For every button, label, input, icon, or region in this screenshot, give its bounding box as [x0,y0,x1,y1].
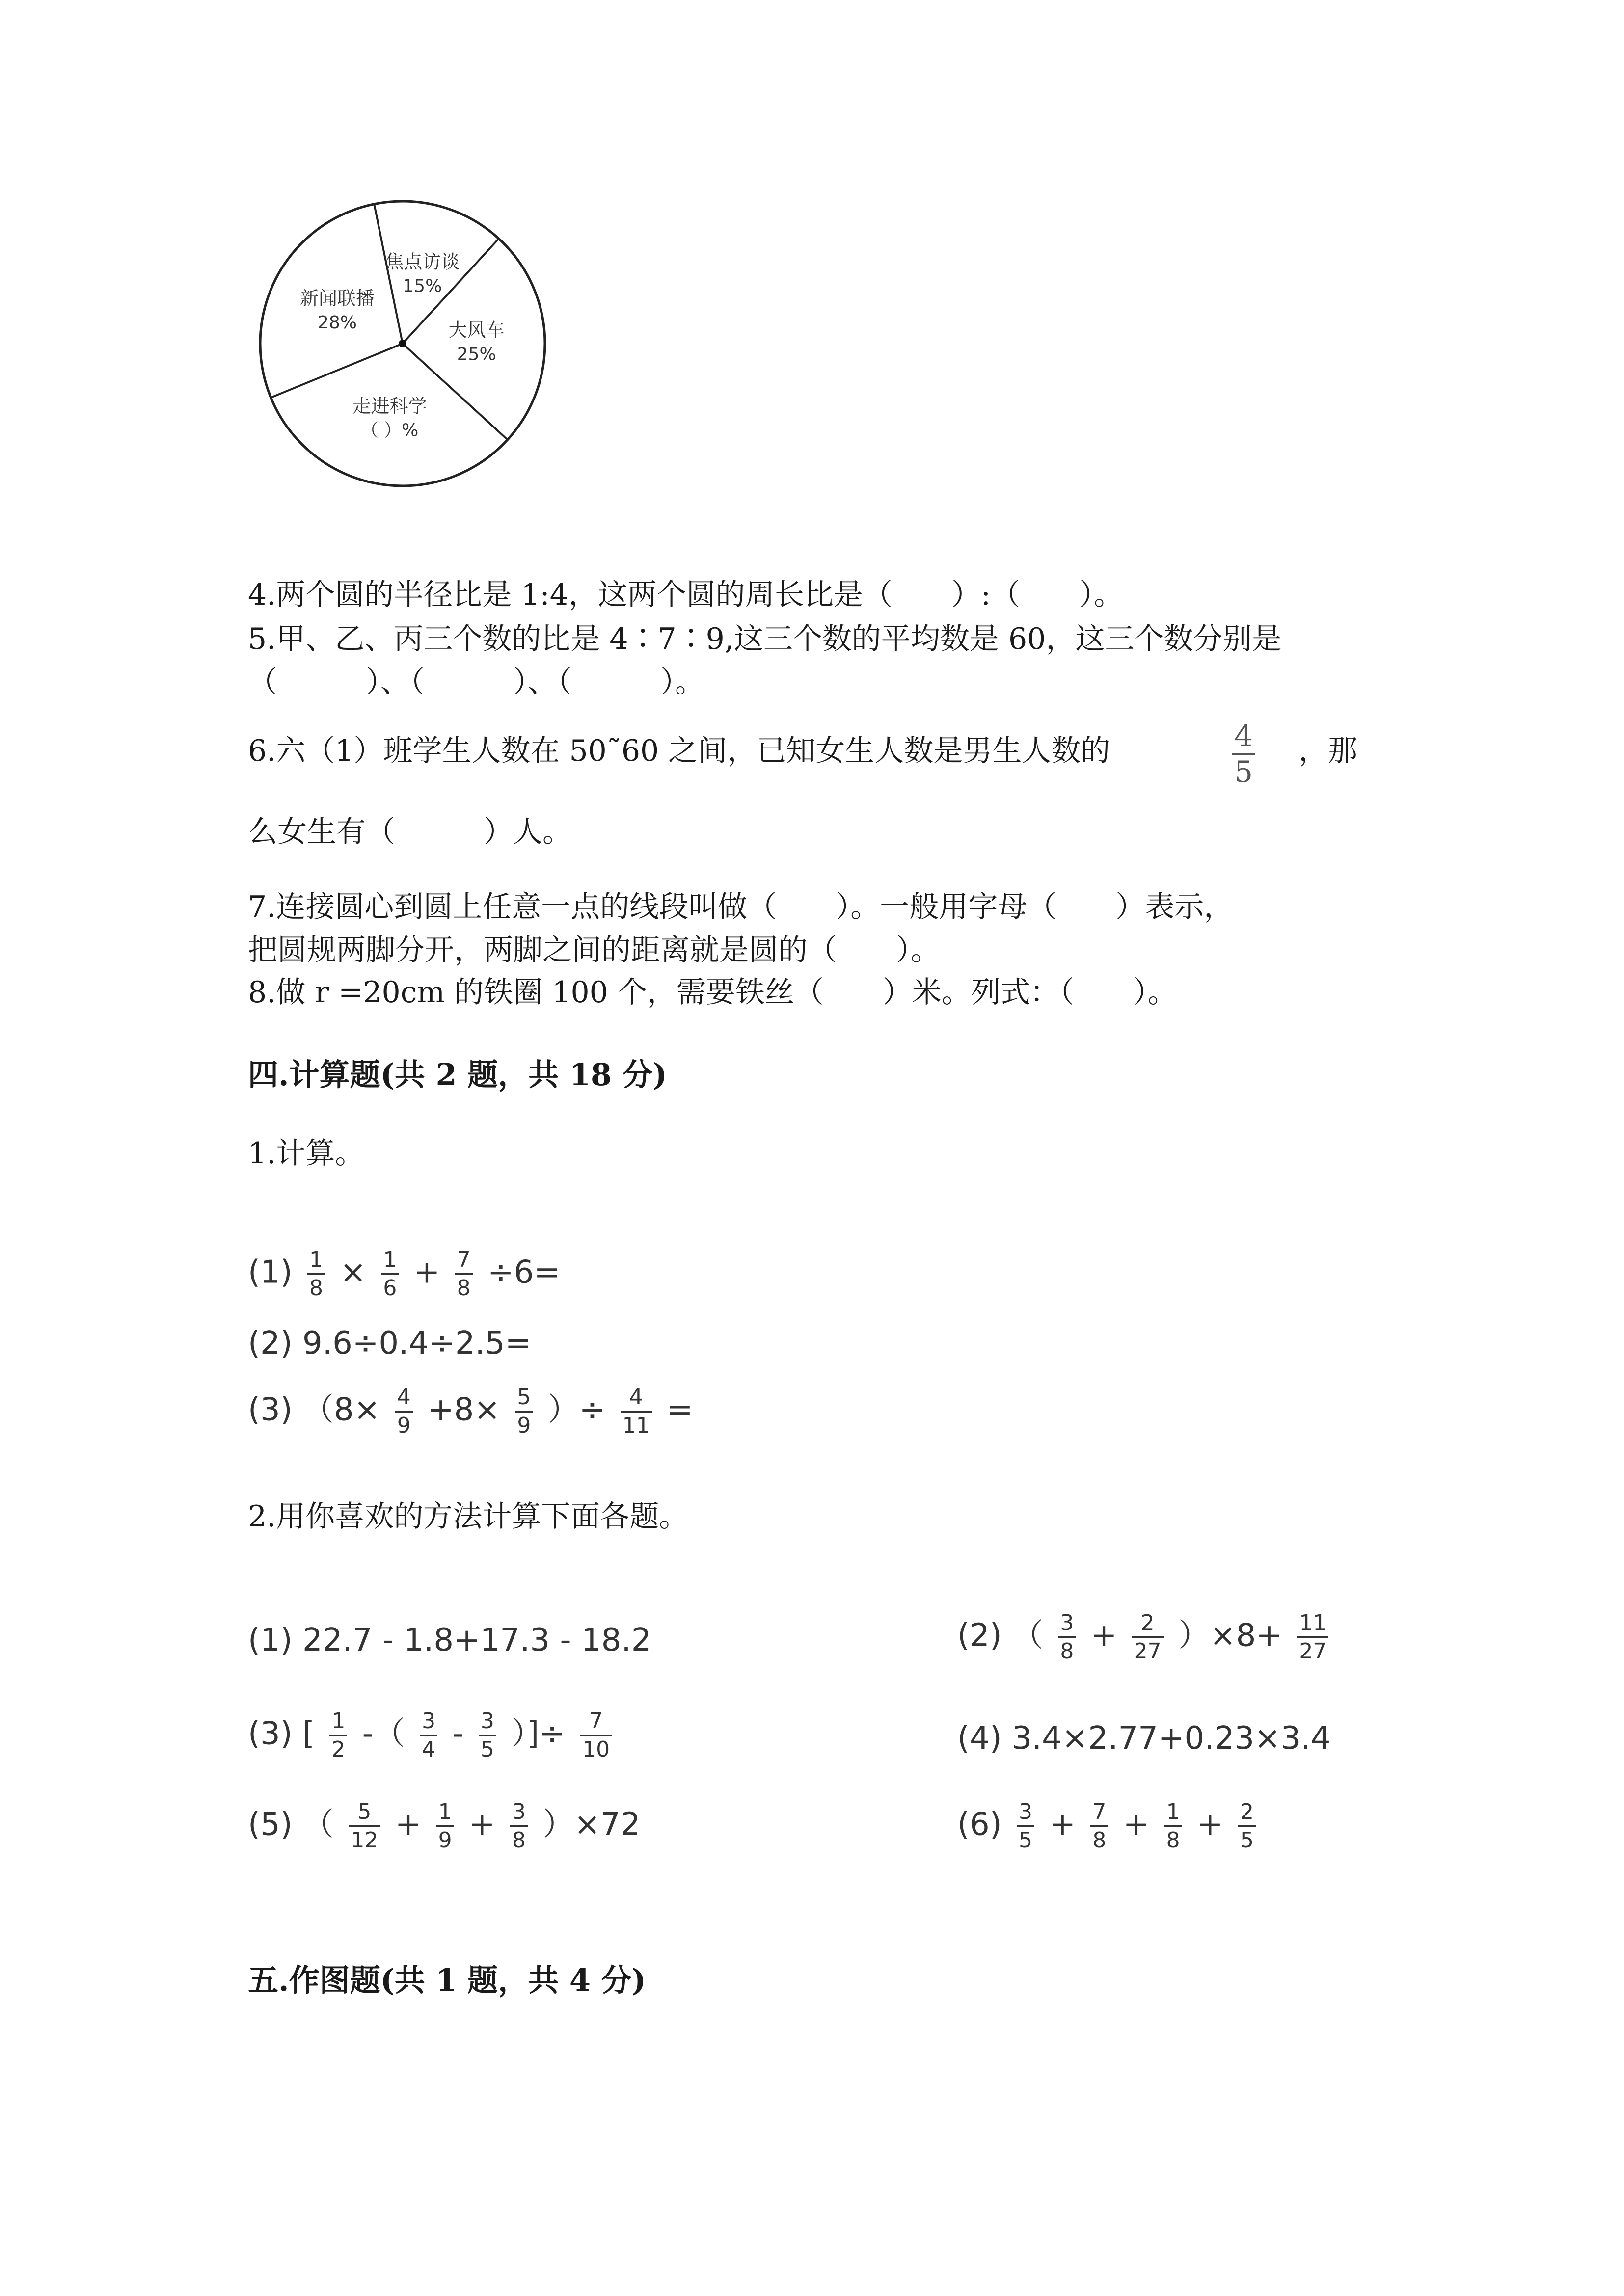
fraction-denominator: 5 [1240,1828,1254,1853]
fraction-numerator: 3 [1019,1799,1032,1824]
calc1-problem-1 [248,1247,560,1302]
calc2-problem-4: (4) 3.4×2.77+0.23×3.4 [957,1720,1331,1757]
calc2-title: 2.用你喜欢的方法计算下面各题。 [248,1499,689,1534]
question-5-line1: 5.甲、乙、丙三个数的比是 4∶7∶9,这三个数的平均数是 60，这三个数分别是 [248,622,1282,656]
operator: + [395,1806,422,1843]
question-5-line2: （ ）、（ ）、（ ）。 [248,665,704,699]
calc2-problem-6 [957,1799,1261,1854]
question-7-line1: 7.连接圆心到圆上任意一点的线段叫做（ ）。一般用字母（ ）表示， [248,890,1234,924]
question-7-line2: 把圆规两脚分开，两脚之间的距离就是圆的（ ）。 [248,933,940,967]
expression-tail: ）×72 [542,1806,641,1843]
section-5-title: 五.作图题(共 1 题，共 4 分) [248,1962,646,1998]
fraction-denominator: 6 [383,1276,397,1301]
fraction-denominator: 5 [1019,1828,1032,1853]
question-6-line2: 么女生有（ ）人。 [248,815,572,849]
question-8: 8.做 r =20cm 的铁圈 100 个，需要铁丝（ ）米。列式：（ ）。 [248,975,1177,1010]
operator: + [1090,1617,1117,1654]
fraction-numerator: 5 [357,1799,372,1824]
fraction-denominator: 8 [309,1276,323,1301]
calc2-problem-5 [248,1799,640,1854]
fraction-denominator: 8 [1166,1828,1180,1853]
operator: + [413,1254,440,1291]
calc2-problem-1: (1) 22.7 - 1.8+17.3 - 18.2 [248,1622,651,1658]
pie-center-dot [399,340,406,347]
slice-value-label: 15% [403,276,442,296]
calc1-problem-3 [248,1384,693,1439]
problem-label: (1) [248,1254,293,1291]
fraction-numerator: 7 [589,1709,603,1734]
fraction-numerator: 3 [512,1799,526,1824]
operator: ）]÷ [511,1715,566,1752]
slice-value-label: 25% [457,344,496,365]
calc1-problem-2: (2) 9.6÷0.4÷2.5= [248,1325,532,1362]
problem-label: (2) （ [957,1617,1043,1654]
fraction-denominator: 27 [1134,1639,1162,1664]
fraction-denominator: 12 [351,1828,379,1853]
fraction-numerator: 2 [1240,1799,1254,1824]
problem-label: (6) [957,1806,1002,1843]
operator: + [469,1806,495,1843]
calc1-title: 1.计算。 [248,1136,365,1171]
expression-tail: = [667,1391,693,1428]
slice-label: 大风车 [448,319,505,341]
slice-value-label: （ ）% [360,420,419,441]
calc2-problem-2 [957,1610,1333,1665]
fraction-numerator: 4 [397,1385,411,1410]
slice-label: 走进科学 [352,395,427,417]
fraction-numerator: 1 [383,1247,397,1272]
fraction-numerator: 2 [1140,1610,1155,1635]
fraction-numerator: 3 [1060,1610,1074,1635]
pie-chart [245,196,560,501]
problem-label: (3) [ [248,1715,315,1752]
question-4: 4.两个圆的半径比是 1:4，这两个圆的周长比是（ ）:（ ）。 [248,578,1124,612]
operator: -（ [362,1715,405,1752]
fraction-denominator: 27 [1299,1639,1327,1664]
slice-value-label: 28% [317,312,357,333]
question-6-part2: ，那 [1299,734,1357,768]
fraction-denominator: 4 [422,1737,436,1762]
fraction-denominator: 8 [457,1276,471,1301]
fraction-denominator: 8 [512,1828,526,1853]
fraction-denominator: 9 [517,1413,531,1438]
slice-label: 新闻联播 [299,287,375,309]
expression-tail: ÷6= [487,1254,560,1291]
problem-label: (3) （8× [248,1391,380,1428]
fraction-numerator: 7 [457,1247,471,1272]
fraction-denominator: 11 [622,1413,650,1438]
fraction-numerator: 4 [1234,719,1253,753]
operator: ）×8+ [1178,1617,1282,1654]
fraction-numerator: 7 [1092,1799,1107,1824]
fraction-numerator: 4 [629,1385,643,1410]
fraction-numerator: 1 [438,1799,452,1824]
slice-divider [271,344,403,398]
operator: - [452,1715,464,1752]
calc2-problem-3 [248,1708,617,1763]
fraction-denominator: 10 [582,1737,610,1762]
fraction-denominator: 2 [331,1737,346,1762]
fraction-denominator: 8 [1060,1639,1074,1664]
slice-divider [374,204,403,344]
fraction-numerator: 1 [331,1709,346,1734]
fraction-denominator: 9 [397,1413,411,1438]
operator: +8× [428,1391,500,1428]
question-6-part1: 6.六（1）班学生人数在 50˜60 之间，已知女生人数是男生人数的 [248,734,1110,768]
fraction-denominator: 9 [438,1828,452,1853]
slice-label: 焦点访谈 [385,251,460,273]
problem-label: (5) （ [248,1806,334,1843]
operator: × [340,1254,366,1291]
operator: ）÷ [547,1391,606,1428]
operator: + [1196,1806,1223,1843]
fraction-numerator: 1 [309,1247,323,1272]
fraction-numerator: 1 [1166,1799,1180,1824]
question-6-fraction [1227,719,1260,789]
operator: + [1123,1806,1150,1843]
fraction-denominator: 8 [1092,1828,1107,1853]
fraction-numerator: 11 [1299,1610,1327,1635]
section-4-title: 四.计算题(共 2 题，共 18 分) [248,1057,668,1093]
fraction-numerator: 5 [517,1385,531,1410]
fraction-denominator: 5 [1234,755,1253,789]
fraction-denominator: 5 [480,1737,494,1762]
fraction-numerator: 3 [480,1709,494,1734]
operator: + [1049,1806,1076,1843]
fraction-numerator: 3 [422,1709,436,1734]
